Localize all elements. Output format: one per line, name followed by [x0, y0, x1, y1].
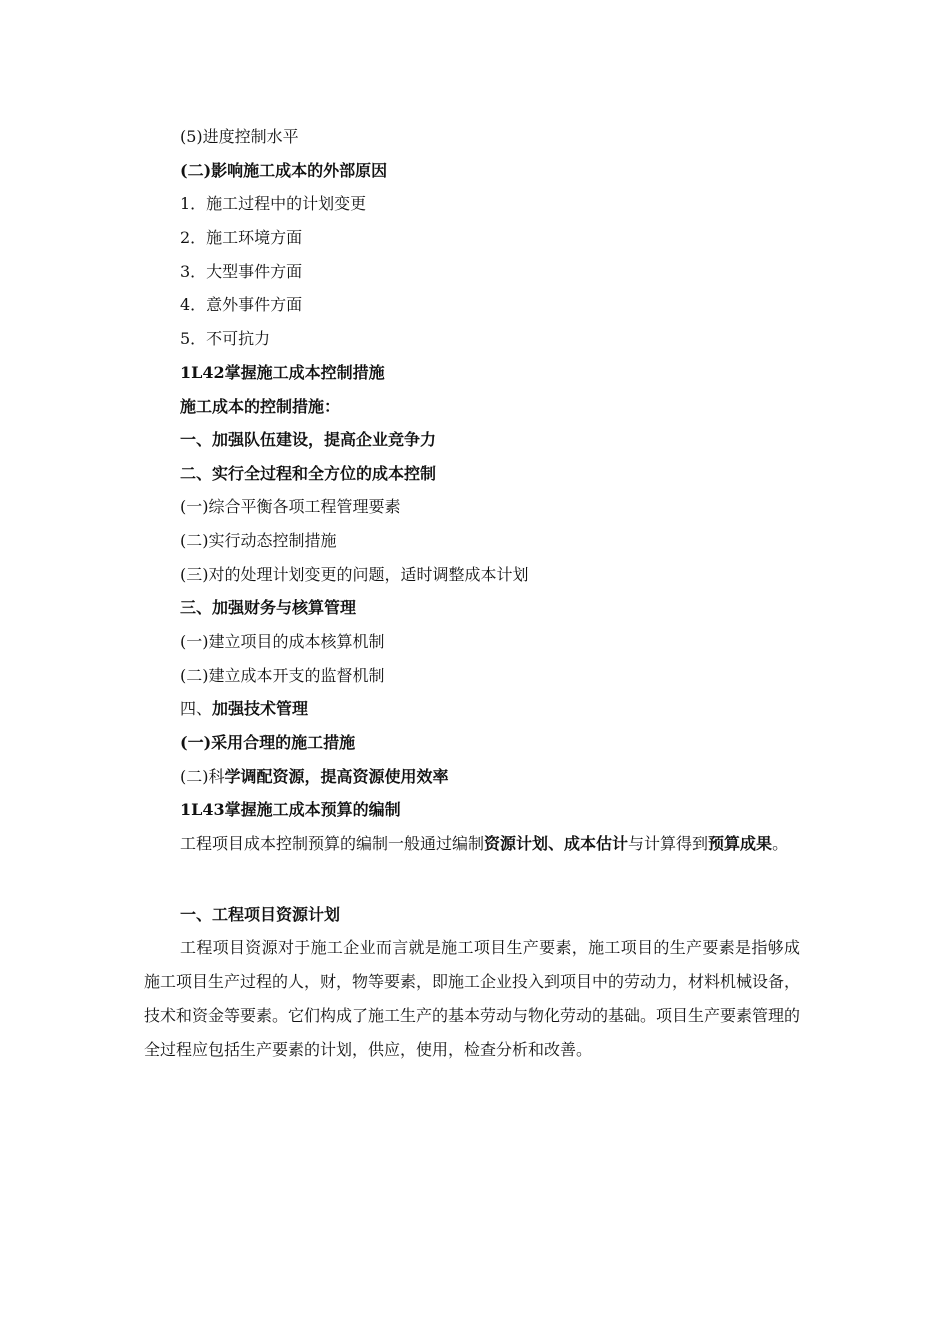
section-heading: 一、工程项目资源计划	[180, 905, 341, 924]
text-line: 5．不可抗力	[180, 329, 271, 348]
text-line: 3．大型事件方面	[180, 262, 303, 281]
chapter-heading: 1L42掌握施工成本控制措施	[180, 363, 385, 382]
chapter-heading: 1L43掌握施工成本预算的编制	[180, 800, 401, 819]
section-heading: 施工成本的控制措施：	[180, 397, 341, 416]
text-line: (5)进度控制水平	[180, 127, 299, 146]
section-heading: 一、加强队伍建设，提高企业竞争力	[180, 430, 437, 449]
section-heading: 二、实行全过程和全方位的成本控制	[180, 464, 437, 483]
text-line: (三)对的处理计划变更的问题，适时调整成本计划	[180, 565, 529, 584]
paragraph-text: 。	[772, 834, 789, 853]
paragraph	[144, 827, 800, 861]
text-line: (一)综合平衡各项工程管理要素	[180, 497, 401, 516]
paragraph: 工程项目资源对于施工企业而言就是施工项目生产要素，施工项目的生产要素是指够成施工项目生产过程的人，财，物等要素，即施工企业投入到项目中的劳动力，材料机械设备，技术和资金等要素。它们构成了施工生产的基本劳动与物化劳动的基础。项目生产要素管理的全过程应包括生产要素的计划，供应，使用，检查分析和改善。	[144, 938, 801, 1059]
paragraph-text: 与计算得到	[628, 834, 709, 853]
section-heading	[180, 699, 308, 719]
section-heading: (二)影响施工成本的外部原因	[180, 161, 388, 180]
text-line	[180, 767, 449, 787]
item-prefix: (二)科	[180, 767, 225, 786]
text-line: 1．施工过程中的计划变更	[180, 194, 367, 213]
section-heading: 三、加强财务与核算管理	[180, 598, 357, 617]
paragraph-text: 工程项目成本控制预算的编制一般通过编制	[180, 834, 485, 853]
heading-prefix: 四、	[180, 699, 213, 718]
emphasis-text: 资源计划、成本估计	[484, 834, 629, 853]
emphasis-text: 预算成果	[708, 834, 773, 853]
text-line: (一)建立项目的成本核算机制	[180, 632, 385, 651]
text-line: (二)建立成本开支的监督机制	[180, 666, 385, 685]
item-text: 学调配资源，提高资源使用效率	[224, 767, 449, 786]
heading-text: 加强技术管理	[212, 699, 309, 718]
text-line: (一)采用合理的施工措施	[180, 733, 356, 752]
text-line: 2．施工环境方面	[180, 228, 303, 247]
text-line: (二)实行动态控制措施	[180, 531, 337, 550]
text-line: 4．意外事件方面	[180, 295, 303, 314]
